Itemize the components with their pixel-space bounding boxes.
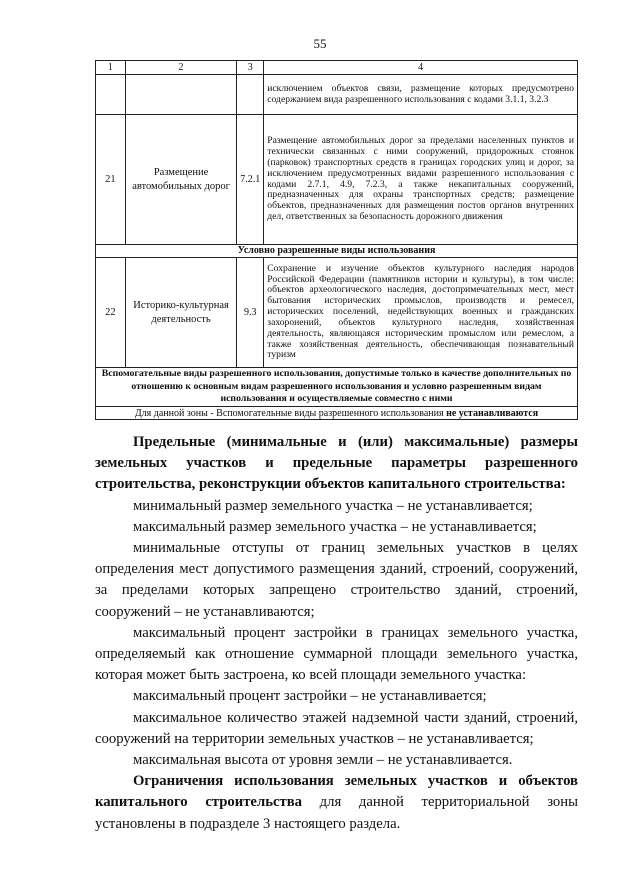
row-number: 21 <box>96 115 126 245</box>
table-row-21 <box>96 115 578 245</box>
cell-empty <box>96 75 126 115</box>
row-number: 22 <box>96 258 126 368</box>
footer-bold-text: не устанавливаются <box>446 407 539 419</box>
paragraph: максимальный процент застройки в границах земельного участка, определяемый как отношение суммарной площади земельного участка, которая может быть застроена, ко всей площади земельного участка: <box>95 624 578 684</box>
use-code: 9.3 <box>237 258 264 368</box>
paragraph: максимальная высота от уровня земли – не устанавливается. <box>133 752 513 769</box>
use-name: Историко-культурная деятельность <box>125 258 236 368</box>
restrictions-paragraph <box>95 771 578 835</box>
table-footer-row <box>96 407 578 420</box>
paragraph: минимальные отступы от границ земельных участков в целях определения мест допустимого размещения зданий, строений, сооружений, за пределами которых запрещено строительство зданий, строений, сооружений – не устанавливаются; <box>95 540 578 620</box>
cell-empty <box>237 75 264 115</box>
use-description: Размещение автомобильных дорог за пределами населенных пунктов и технически связанных с ними сооружений, придорожных стоянок (парковок) транспортных средств в границах городских улиц и дорог, за исключением предусмотренных видами разрешенного использования с кодами 2.7.1, 4.9, 7.2.3, а также некапитальных сооружений, предназначенных для охраны транспортных средств; размещение объектов, предназначенных для размещения постов органов внутренних дел, ответственных за безопасность дорожного движения <box>264 115 578 245</box>
use-description: Сохранение и изучение объектов культурного наследия народов Российской Федерации (памятников истории и культуры), в том числе: объектов археологического наследия, достопримечательных мест, мест бытования исторических промыслов, производств и ремесел, исторических поселений, недействующих военных и гражданских захоронений, объектов культурного наследия, хозяйственная деятельность, являющаяся историческим промыслом или ремеслом, а также хозяйственная деятельность, обеспечивающая познавательный туризм <box>264 258 578 368</box>
header-col-3: 3 <box>237 61 264 75</box>
section-row-conditional <box>96 245 578 258</box>
table-row-22 <box>96 258 578 368</box>
section-row-auxiliary <box>96 368 578 407</box>
use-code: 7.2.1 <box>237 115 264 245</box>
restrictions-rest: для данной территориальной зоны установлены в подразделе 3 настоящего раздела. <box>95 794 579 832</box>
restrictions-bold: Ограничения использования земельных участков и объектов капитального строительства <box>95 773 578 811</box>
header-col-4: 4 <box>264 61 578 75</box>
header-col-1: 1 <box>96 61 126 75</box>
section-title: Условно разрешенные виды использования <box>96 245 578 258</box>
continuation-description: исключением объектов связи, размещение которых предусмотрено содержанием вида разрешенного использования с кодами 3.1.1, 3.2.3 <box>264 75 578 115</box>
body-text <box>95 432 578 835</box>
use-name: Размещение автомобильных дорог <box>125 115 236 245</box>
paragraph: максимальный размер земельного участка – не устанавливается; <box>133 518 537 535</box>
paragraph: максимальное количество этажей надземной части зданий, строений, сооружений на территории земельных участков – не устанавливается; <box>95 709 578 747</box>
footer-cell <box>96 407 578 420</box>
table-header-row <box>96 61 578 75</box>
paragraph: максимальный процент застройки – не устанавливается; <box>133 688 487 705</box>
footer-text: Для данной зоны - Вспомогательные виды разрешенного использования <box>134 407 444 419</box>
page-number: 55 <box>313 36 327 51</box>
cell-empty <box>125 75 236 115</box>
paragraph: минимальный размер земельного участка – не устанавливается; <box>133 497 533 514</box>
parameters-heading: Предельные (минимальные и (или) максимальные) размеры земельных участков и предельные параметры разрешенного строительства, реконструкции объектов капитального строительства: <box>95 434 578 493</box>
section-title: Вспомогательные виды разрешенного использования, допустимые только в качестве дополнительных по отношению к основным видам разрешенного использования и условно разрешенным видам использования и осуществляемые совместно с ними <box>96 368 578 407</box>
header-col-2: 2 <box>125 61 236 75</box>
table-row-continuation <box>96 75 578 115</box>
land-use-table <box>95 60 578 420</box>
